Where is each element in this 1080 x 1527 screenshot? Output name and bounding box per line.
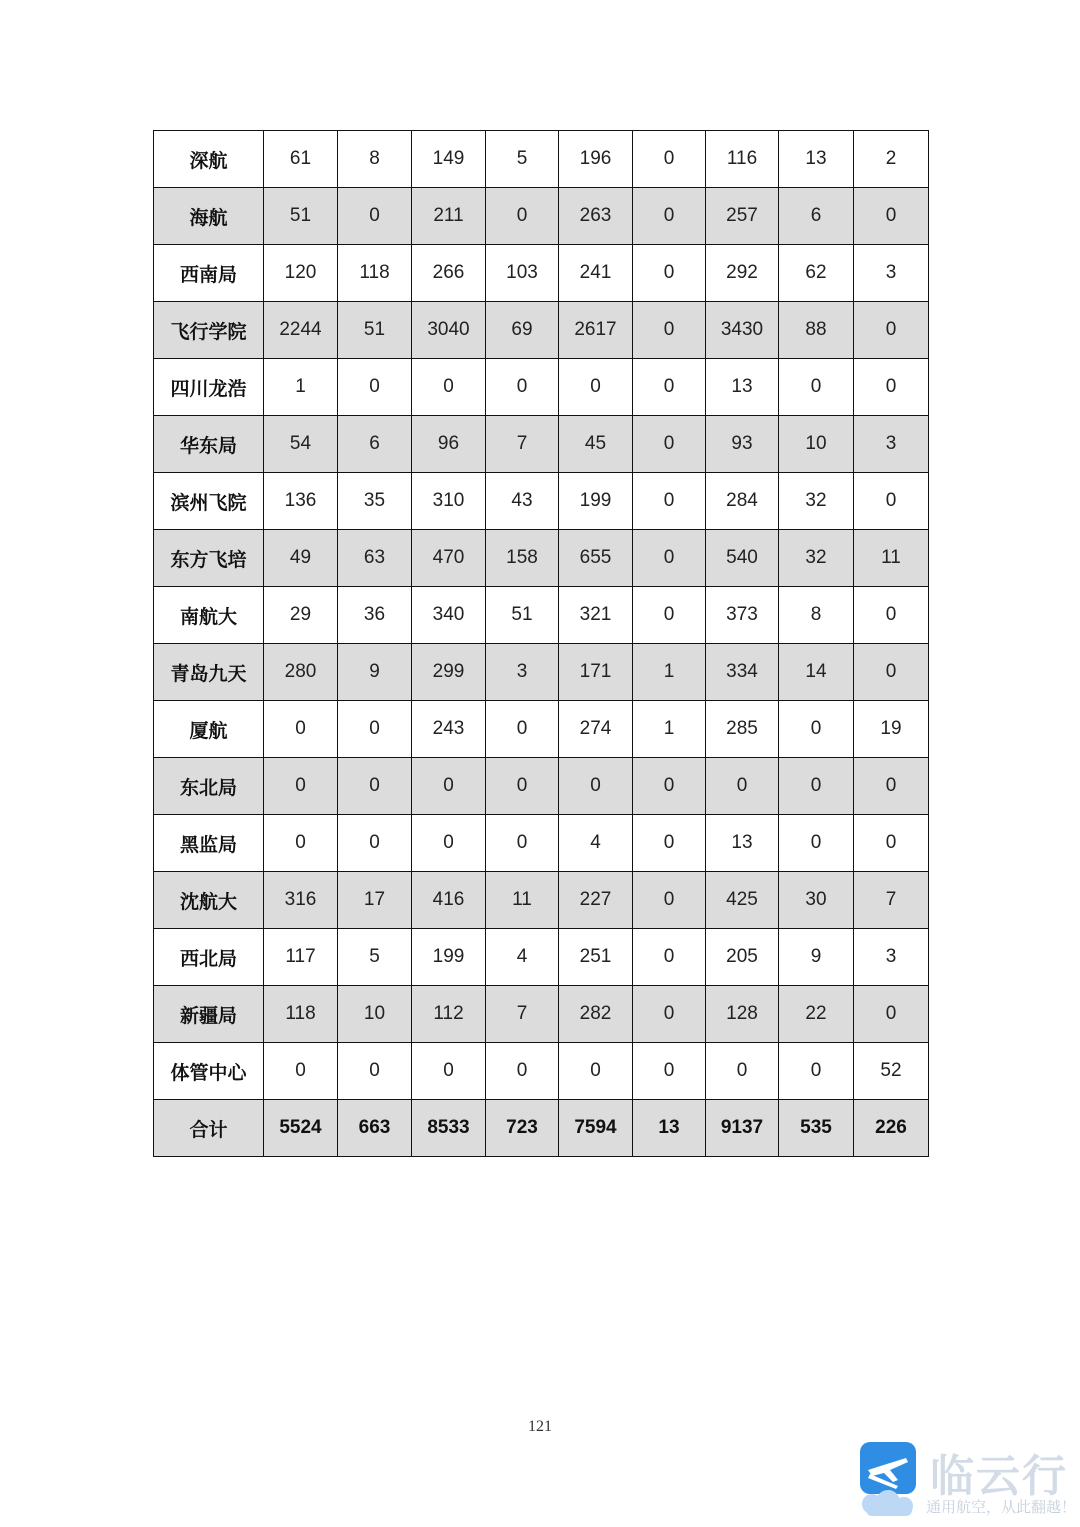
value-cell: 0 bbox=[633, 131, 706, 188]
table-row bbox=[154, 701, 929, 758]
value-cell: 96 bbox=[412, 416, 486, 473]
row-name-cell: 体管中心 bbox=[154, 1043, 264, 1100]
value-cell: 13 bbox=[706, 815, 779, 872]
value-cell: 8 bbox=[338, 131, 412, 188]
table-row bbox=[154, 644, 929, 701]
value-cell: 7 bbox=[486, 986, 559, 1043]
table-row bbox=[154, 929, 929, 986]
value-cell: 5 bbox=[486, 131, 559, 188]
value-cell: 5 bbox=[338, 929, 412, 986]
value-cell: 373 bbox=[706, 587, 779, 644]
value-cell: 69 bbox=[486, 302, 559, 359]
value-cell: 0 bbox=[338, 758, 412, 815]
value-cell: 93 bbox=[706, 416, 779, 473]
value-cell: 52 bbox=[854, 1043, 929, 1100]
row-name-cell: 飞行学院 bbox=[154, 302, 264, 359]
row-name-cell: 东方飞培 bbox=[154, 530, 264, 587]
value-cell: 0 bbox=[633, 473, 706, 530]
value-cell: 0 bbox=[264, 1043, 338, 1100]
value-cell: 32 bbox=[779, 530, 854, 587]
value-cell: 0 bbox=[264, 758, 338, 815]
value-cell: 35 bbox=[338, 473, 412, 530]
value-cell: 30 bbox=[779, 872, 854, 929]
value-cell: 10 bbox=[338, 986, 412, 1043]
table-row bbox=[154, 872, 929, 929]
value-cell: 227 bbox=[559, 872, 633, 929]
value-cell: 5524 bbox=[264, 1100, 338, 1157]
value-cell: 274 bbox=[559, 701, 633, 758]
value-cell: 535 bbox=[779, 1100, 854, 1157]
airplane-cloud-icon bbox=[858, 1440, 918, 1520]
table-row bbox=[154, 587, 929, 644]
value-cell: 7 bbox=[854, 872, 929, 929]
value-cell: 6 bbox=[338, 416, 412, 473]
value-cell: 540 bbox=[706, 530, 779, 587]
value-cell: 128 bbox=[706, 986, 779, 1043]
value-cell: 0 bbox=[854, 473, 929, 530]
value-cell: 663 bbox=[338, 1100, 412, 1157]
value-cell: 13 bbox=[706, 359, 779, 416]
value-cell: 149 bbox=[412, 131, 486, 188]
value-cell: 10 bbox=[779, 416, 854, 473]
table-row bbox=[154, 1043, 929, 1100]
value-cell: 0 bbox=[706, 758, 779, 815]
total-row bbox=[154, 1100, 929, 1157]
value-cell: 0 bbox=[854, 359, 929, 416]
value-cell: 0 bbox=[486, 1043, 559, 1100]
value-cell: 0 bbox=[633, 1043, 706, 1100]
value-cell: 120 bbox=[264, 245, 338, 302]
value-cell: 32 bbox=[779, 473, 854, 530]
value-cell: 51 bbox=[264, 188, 338, 245]
value-cell: 0 bbox=[633, 587, 706, 644]
value-cell: 116 bbox=[706, 131, 779, 188]
value-cell: 282 bbox=[559, 986, 633, 1043]
value-cell: 199 bbox=[559, 473, 633, 530]
value-cell: 0 bbox=[412, 815, 486, 872]
value-cell: 136 bbox=[264, 473, 338, 530]
value-cell: 655 bbox=[559, 530, 633, 587]
watermark-slogan: 通用航空，从此翻越！ bbox=[926, 1498, 1077, 1516]
value-cell: 49 bbox=[264, 530, 338, 587]
table-row bbox=[154, 245, 929, 302]
table-row bbox=[154, 815, 929, 872]
value-cell: 2244 bbox=[264, 302, 338, 359]
value-cell: 0 bbox=[633, 416, 706, 473]
value-cell: 0 bbox=[486, 758, 559, 815]
table-row bbox=[154, 131, 929, 188]
table-row bbox=[154, 302, 929, 359]
value-cell: 321 bbox=[559, 587, 633, 644]
value-cell: 36 bbox=[338, 587, 412, 644]
value-cell: 0 bbox=[633, 815, 706, 872]
table-row bbox=[154, 473, 929, 530]
row-name-cell: 深航 bbox=[154, 131, 264, 188]
value-cell: 0 bbox=[633, 758, 706, 815]
value-cell: 9 bbox=[779, 929, 854, 986]
value-cell: 0 bbox=[338, 359, 412, 416]
row-name-cell: 华东局 bbox=[154, 416, 264, 473]
value-cell: 3 bbox=[854, 929, 929, 986]
value-cell: 2 bbox=[854, 131, 929, 188]
value-cell: 117 bbox=[264, 929, 338, 986]
value-cell: 0 bbox=[779, 815, 854, 872]
table-row bbox=[154, 758, 929, 815]
value-cell: 0 bbox=[338, 188, 412, 245]
value-cell: 0 bbox=[854, 758, 929, 815]
value-cell: 340 bbox=[412, 587, 486, 644]
value-cell: 263 bbox=[559, 188, 633, 245]
value-cell: 45 bbox=[559, 416, 633, 473]
value-cell: 0 bbox=[486, 815, 559, 872]
row-name-cell: 四川龙浩 bbox=[154, 359, 264, 416]
value-cell: 29 bbox=[264, 587, 338, 644]
value-cell: 241 bbox=[559, 245, 633, 302]
value-cell: 0 bbox=[633, 245, 706, 302]
value-cell: 0 bbox=[338, 701, 412, 758]
value-cell: 0 bbox=[779, 758, 854, 815]
value-cell: 0 bbox=[633, 872, 706, 929]
value-cell: 1 bbox=[633, 701, 706, 758]
value-cell: 0 bbox=[633, 302, 706, 359]
value-cell: 62 bbox=[779, 245, 854, 302]
value-cell: 0 bbox=[854, 644, 929, 701]
value-cell: 7594 bbox=[559, 1100, 633, 1157]
value-cell: 284 bbox=[706, 473, 779, 530]
watermark-title: 临云行 bbox=[930, 1451, 1068, 1502]
value-cell: 0 bbox=[264, 815, 338, 872]
statistics-table bbox=[153, 130, 929, 1157]
value-cell: 316 bbox=[264, 872, 338, 929]
row-name-cell: 沈航大 bbox=[154, 872, 264, 929]
row-name-cell: 青岛九天 bbox=[154, 644, 264, 701]
value-cell: 0 bbox=[633, 530, 706, 587]
value-cell: 211 bbox=[412, 188, 486, 245]
value-cell: 8533 bbox=[412, 1100, 486, 1157]
value-cell: 8 bbox=[779, 587, 854, 644]
row-name-cell: 东北局 bbox=[154, 758, 264, 815]
value-cell: 13 bbox=[779, 131, 854, 188]
value-cell: 103 bbox=[486, 245, 559, 302]
value-cell: 51 bbox=[486, 587, 559, 644]
value-cell: 3 bbox=[854, 416, 929, 473]
value-cell: 334 bbox=[706, 644, 779, 701]
value-cell: 0 bbox=[412, 359, 486, 416]
row-name-cell: 滨州飞院 bbox=[154, 473, 264, 530]
value-cell: 17 bbox=[338, 872, 412, 929]
value-cell: 61 bbox=[264, 131, 338, 188]
row-name-cell: 新疆局 bbox=[154, 986, 264, 1043]
row-name-cell: 合计 bbox=[154, 1100, 264, 1157]
value-cell: 19 bbox=[854, 701, 929, 758]
value-cell: 299 bbox=[412, 644, 486, 701]
value-cell: 0 bbox=[559, 359, 633, 416]
value-cell: 22 bbox=[779, 986, 854, 1043]
value-cell: 0 bbox=[633, 986, 706, 1043]
value-cell: 0 bbox=[854, 815, 929, 872]
table-row bbox=[154, 986, 929, 1043]
row-name-cell: 西北局 bbox=[154, 929, 264, 986]
value-cell: 43 bbox=[486, 473, 559, 530]
value-cell: 0 bbox=[559, 1043, 633, 1100]
table-row bbox=[154, 530, 929, 587]
value-cell: 0 bbox=[412, 758, 486, 815]
value-cell: 310 bbox=[412, 473, 486, 530]
value-cell: 9137 bbox=[706, 1100, 779, 1157]
value-cell: 425 bbox=[706, 872, 779, 929]
value-cell: 2617 bbox=[559, 302, 633, 359]
value-cell: 0 bbox=[486, 701, 559, 758]
value-cell: 226 bbox=[854, 1100, 929, 1157]
value-cell: 0 bbox=[559, 758, 633, 815]
value-cell: 416 bbox=[412, 872, 486, 929]
value-cell: 0 bbox=[633, 188, 706, 245]
value-cell: 118 bbox=[338, 245, 412, 302]
value-cell: 1 bbox=[633, 644, 706, 701]
value-cell: 470 bbox=[412, 530, 486, 587]
value-cell: 0 bbox=[706, 1043, 779, 1100]
value-cell: 0 bbox=[486, 188, 559, 245]
value-cell: 9 bbox=[338, 644, 412, 701]
value-cell: 11 bbox=[854, 530, 929, 587]
value-cell: 251 bbox=[559, 929, 633, 986]
value-cell: 1 bbox=[264, 359, 338, 416]
value-cell: 257 bbox=[706, 188, 779, 245]
value-cell: 4 bbox=[559, 815, 633, 872]
value-cell: 0 bbox=[486, 359, 559, 416]
value-cell: 51 bbox=[338, 302, 412, 359]
row-name-cell: 南航大 bbox=[154, 587, 264, 644]
value-cell: 6 bbox=[779, 188, 854, 245]
value-cell: 280 bbox=[264, 644, 338, 701]
value-cell: 3040 bbox=[412, 302, 486, 359]
value-cell: 292 bbox=[706, 245, 779, 302]
value-cell: 0 bbox=[854, 986, 929, 1043]
value-cell: 118 bbox=[264, 986, 338, 1043]
value-cell: 0 bbox=[779, 359, 854, 416]
value-cell: 266 bbox=[412, 245, 486, 302]
value-cell: 14 bbox=[779, 644, 854, 701]
value-cell: 0 bbox=[779, 1043, 854, 1100]
value-cell: 13 bbox=[633, 1100, 706, 1157]
table-row bbox=[154, 359, 929, 416]
value-cell: 112 bbox=[412, 986, 486, 1043]
value-cell: 0 bbox=[779, 701, 854, 758]
value-cell: 0 bbox=[854, 587, 929, 644]
value-cell: 0 bbox=[412, 1043, 486, 1100]
value-cell: 196 bbox=[559, 131, 633, 188]
value-cell: 7 bbox=[486, 416, 559, 473]
row-name-cell: 黑监局 bbox=[154, 815, 264, 872]
value-cell: 285 bbox=[706, 701, 779, 758]
value-cell: 3430 bbox=[706, 302, 779, 359]
watermark bbox=[858, 1440, 1077, 1522]
value-cell: 3 bbox=[486, 644, 559, 701]
table-row bbox=[154, 416, 929, 473]
value-cell: 0 bbox=[854, 188, 929, 245]
value-cell: 54 bbox=[264, 416, 338, 473]
value-cell: 199 bbox=[412, 929, 486, 986]
value-cell: 0 bbox=[633, 929, 706, 986]
value-cell: 88 bbox=[779, 302, 854, 359]
page-number: 121 bbox=[528, 1418, 552, 1435]
value-cell: 4 bbox=[486, 929, 559, 986]
value-cell: 63 bbox=[338, 530, 412, 587]
value-cell: 243 bbox=[412, 701, 486, 758]
row-name-cell: 海航 bbox=[154, 188, 264, 245]
value-cell: 11 bbox=[486, 872, 559, 929]
value-cell: 0 bbox=[264, 701, 338, 758]
row-name-cell: 厦航 bbox=[154, 701, 264, 758]
value-cell: 0 bbox=[338, 815, 412, 872]
value-cell: 0 bbox=[338, 1043, 412, 1100]
value-cell: 205 bbox=[706, 929, 779, 986]
value-cell: 723 bbox=[486, 1100, 559, 1157]
value-cell: 171 bbox=[559, 644, 633, 701]
value-cell: 3 bbox=[854, 245, 929, 302]
table-row bbox=[154, 188, 929, 245]
value-cell: 0 bbox=[854, 302, 929, 359]
value-cell: 0 bbox=[633, 359, 706, 416]
row-name-cell: 西南局 bbox=[154, 245, 264, 302]
value-cell: 158 bbox=[486, 530, 559, 587]
